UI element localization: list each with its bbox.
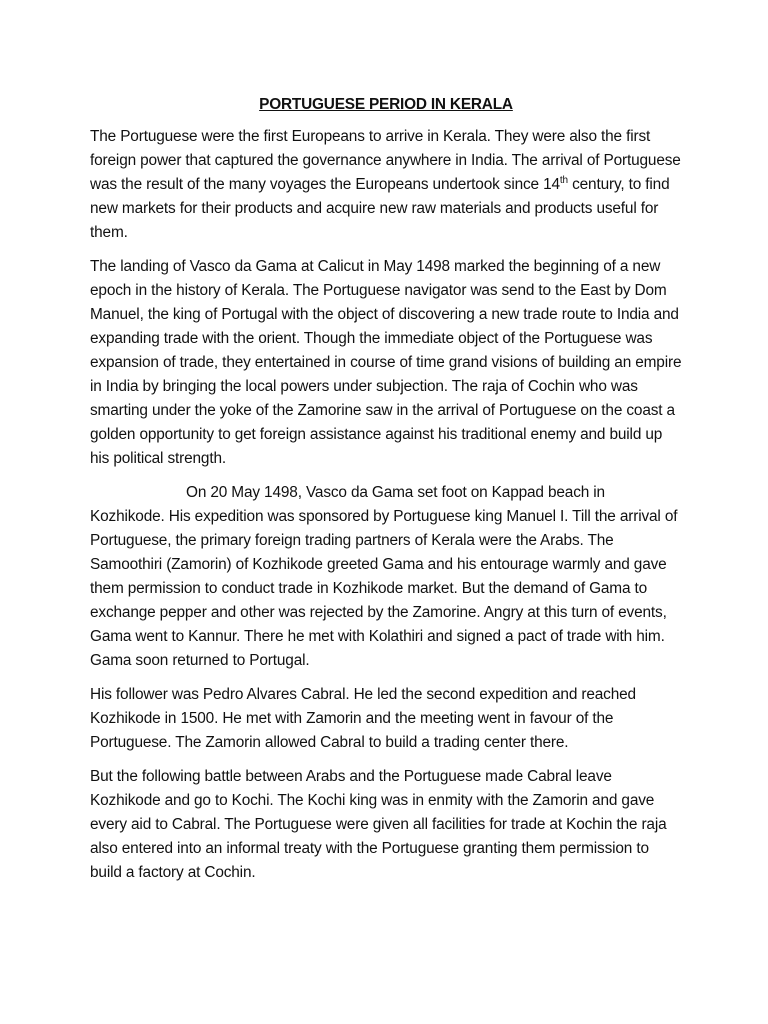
paragraph-vasco-landing: The landing of Vasco da Gama at Calicut in May 1498 marked the beginning of a new epoch in the history of Kerala. The Portuguese navigator was send to the East by Dom Manuel, the king of Portugal with the object of discovering a new trade route to India and expanding trade with the orient. Though the immediate object of the Portuguese was expansion of trade, they entertained in course of time grand visions of building an empire in India by bringing the local powers under subjection. The raja of Cochin who was smarting under the yoke of the Zamorine saw in the arrival of Portuguese on the coast a golden opportunity to get foreign assistance against his traditional enemy and build up his political strength.: [90, 258, 682, 467]
paragraph-intro-text-end: century, to find new markets for their products and acquire new raw materials and products useful for them.: [90, 176, 670, 241]
paragraph-intro: [90, 125, 682, 245]
paragraph-kappad-beach: [90, 481, 682, 673]
paragraph-intro-text-start: The Portuguese were the first Europeans to arrive in Kerala. They were also the first foreign power that captured the governance anywhere in India. The arrival of Portuguese was the result of the many voyages the Europeans undertook since 14: [90, 128, 681, 193]
paragraph-kappad-text: On 20 May 1498, Vasco da Gama set foot on Kappad beach in Kozhikode. His expedition was sponsored by Portuguese king Manuel I. Till the arrival of Portuguese, the primary foreign trading partners of Kerala were the Arabs. The Samoothiri (Zamorin) of Kozhikode greeted Gama and his entourage warmly and gave them permission to conduct trade in Kozhikode market. But the demand of Gama to exchange pepper and other was rejected by the Zamorine. Angry at this turn of events, Gama went to Kannur. There he met with Kolathiri and signed a pact of trade with him. Gama soon returned to Portugal.: [90, 484, 678, 669]
document-body: [90, 93, 682, 895]
document-title: PORTUGUESE PERIOD IN KERALA: [259, 96, 513, 113]
paragraph-kochi: But the following battle between Arabs and the Portuguese made Cabral leave Kozhikode and go to Kochi. The Kochi king was in enmity with the Zamorin and gave every aid to Cabral. The Portuguese were given all facilities for trade at Kochin the raja also entered into an informal treaty with the Portuguese granting them permission to build a factory at Cochin.: [90, 768, 667, 881]
paragraph-cabral: His follower was Pedro Alvares Cabral. He led the second expedition and reached Kozhikode in 1500. He met with Zamorin and the meeting went in favour of the Portuguese. The Zamorin allowed Cabral to build a trading center there.: [90, 686, 636, 751]
ordinal-superscript: th: [559, 174, 568, 186]
